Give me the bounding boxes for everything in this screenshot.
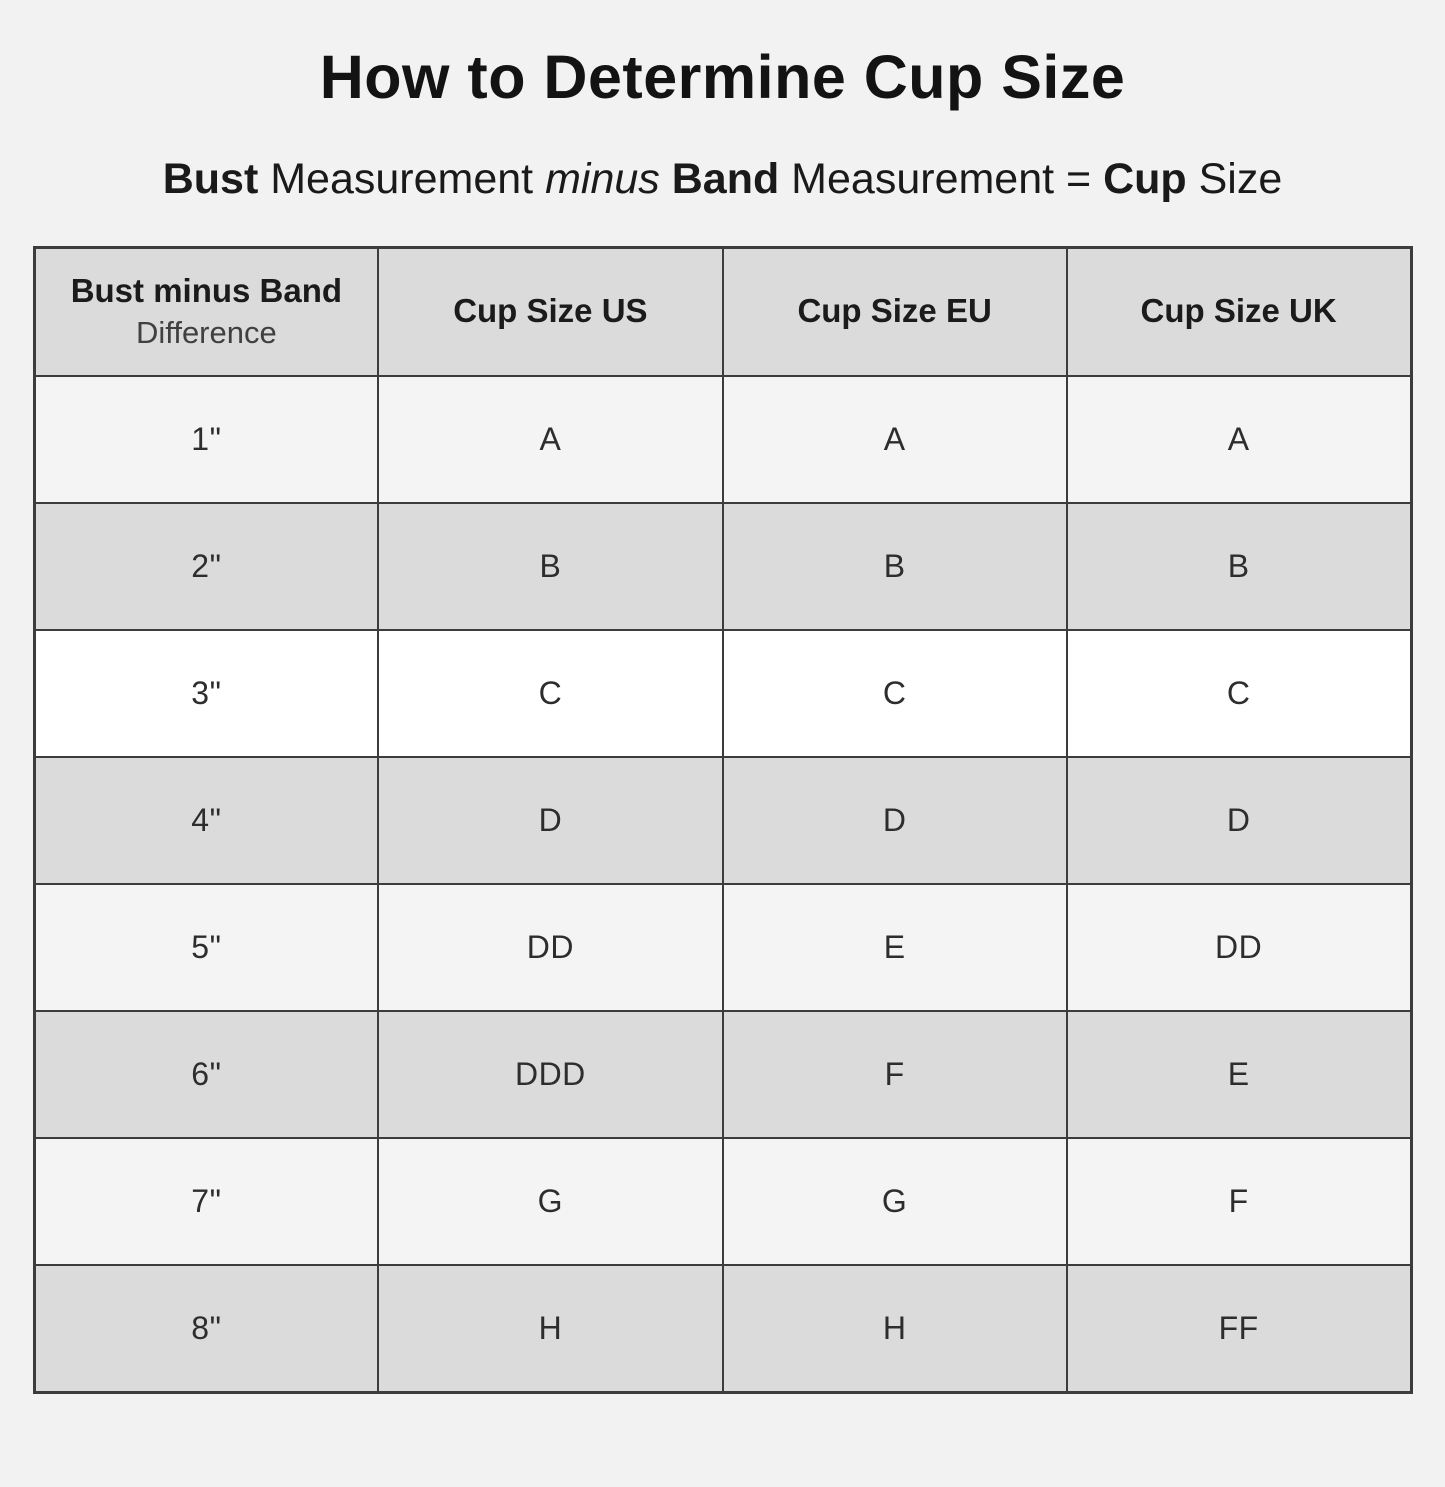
header-line-2: Difference — [136, 315, 277, 351]
subtitle-part-cup: Cup — [1103, 155, 1187, 204]
cell-cup-uk: DD — [1067, 884, 1411, 1011]
cell-cup-us: DDD — [378, 1011, 722, 1138]
header-line-1: Bust minus Band — [70, 272, 343, 310]
cell-difference: 1" — [34, 376, 378, 503]
subtitle — [0, 154, 1445, 206]
cell-cup-us: G — [378, 1138, 722, 1265]
table-row — [34, 630, 1411, 757]
cell-cup-eu: C — [723, 630, 1067, 757]
cell-cup-eu: D — [723, 757, 1067, 884]
cell-difference: 8" — [34, 1265, 378, 1393]
table-row — [34, 376, 1411, 503]
subtitle-part-measurement2: Measurement = — [779, 155, 1104, 204]
subtitle-part-band: Band — [671, 155, 780, 204]
cell-cup-uk: D — [1067, 757, 1411, 884]
table-row — [34, 1011, 1411, 1138]
cell-cup-eu: E — [723, 884, 1067, 1011]
page-title: How to Determine Cup Size — [319, 43, 1126, 111]
cell-cup-us: C — [378, 630, 722, 757]
subtitle-part-minus: minus — [545, 155, 660, 204]
subtitle-part-bust: Bust — [162, 155, 259, 204]
cell-cup-us: DD — [378, 884, 722, 1011]
cell-cup-eu: G — [723, 1138, 1067, 1265]
column-header-cup-size-uk: Cup Size UK — [1067, 247, 1411, 376]
column-header-cup-size-us: Cup Size US — [378, 247, 722, 376]
cell-cup-eu: B — [723, 503, 1067, 630]
cell-cup-uk: B — [1067, 503, 1411, 630]
table-body — [34, 376, 1411, 1393]
cell-cup-uk: C — [1067, 630, 1411, 757]
cell-difference: 2" — [34, 503, 378, 630]
cell-difference: 5" — [34, 884, 378, 1011]
table-row — [34, 757, 1411, 884]
subtitle-part-measurement1: Measurement — [258, 155, 546, 204]
cell-cup-uk: FF — [1067, 1265, 1411, 1393]
cell-cup-us: A — [378, 376, 722, 503]
cell-difference: 4" — [34, 757, 378, 884]
cell-cup-eu: A — [723, 376, 1067, 503]
cell-cup-us: D — [378, 757, 722, 884]
cell-difference: 7" — [34, 1138, 378, 1265]
column-header-bust-minus-band — [34, 247, 378, 376]
cell-cup-us: B — [378, 503, 722, 630]
subtitle-part-size: Size — [1186, 155, 1283, 204]
table-row — [34, 884, 1411, 1011]
table-row — [34, 1138, 1411, 1265]
cell-cup-us: H — [378, 1265, 722, 1393]
header-row — [34, 247, 1411, 376]
cell-cup-uk: A — [1067, 376, 1411, 503]
cell-cup-eu: H — [723, 1265, 1067, 1393]
cup-size-table — [33, 246, 1413, 1394]
cell-cup-uk: F — [1067, 1138, 1411, 1265]
table-header — [34, 247, 1411, 376]
subtitle-part-space — [660, 155, 672, 203]
table-row — [34, 1265, 1411, 1393]
cell-difference: 3" — [34, 630, 378, 757]
table-row — [34, 503, 1411, 630]
cell-difference: 6" — [34, 1011, 378, 1138]
column-header-cup-size-eu: Cup Size EU — [723, 247, 1067, 376]
cell-cup-uk: E — [1067, 1011, 1411, 1138]
cell-cup-eu: F — [723, 1011, 1067, 1138]
